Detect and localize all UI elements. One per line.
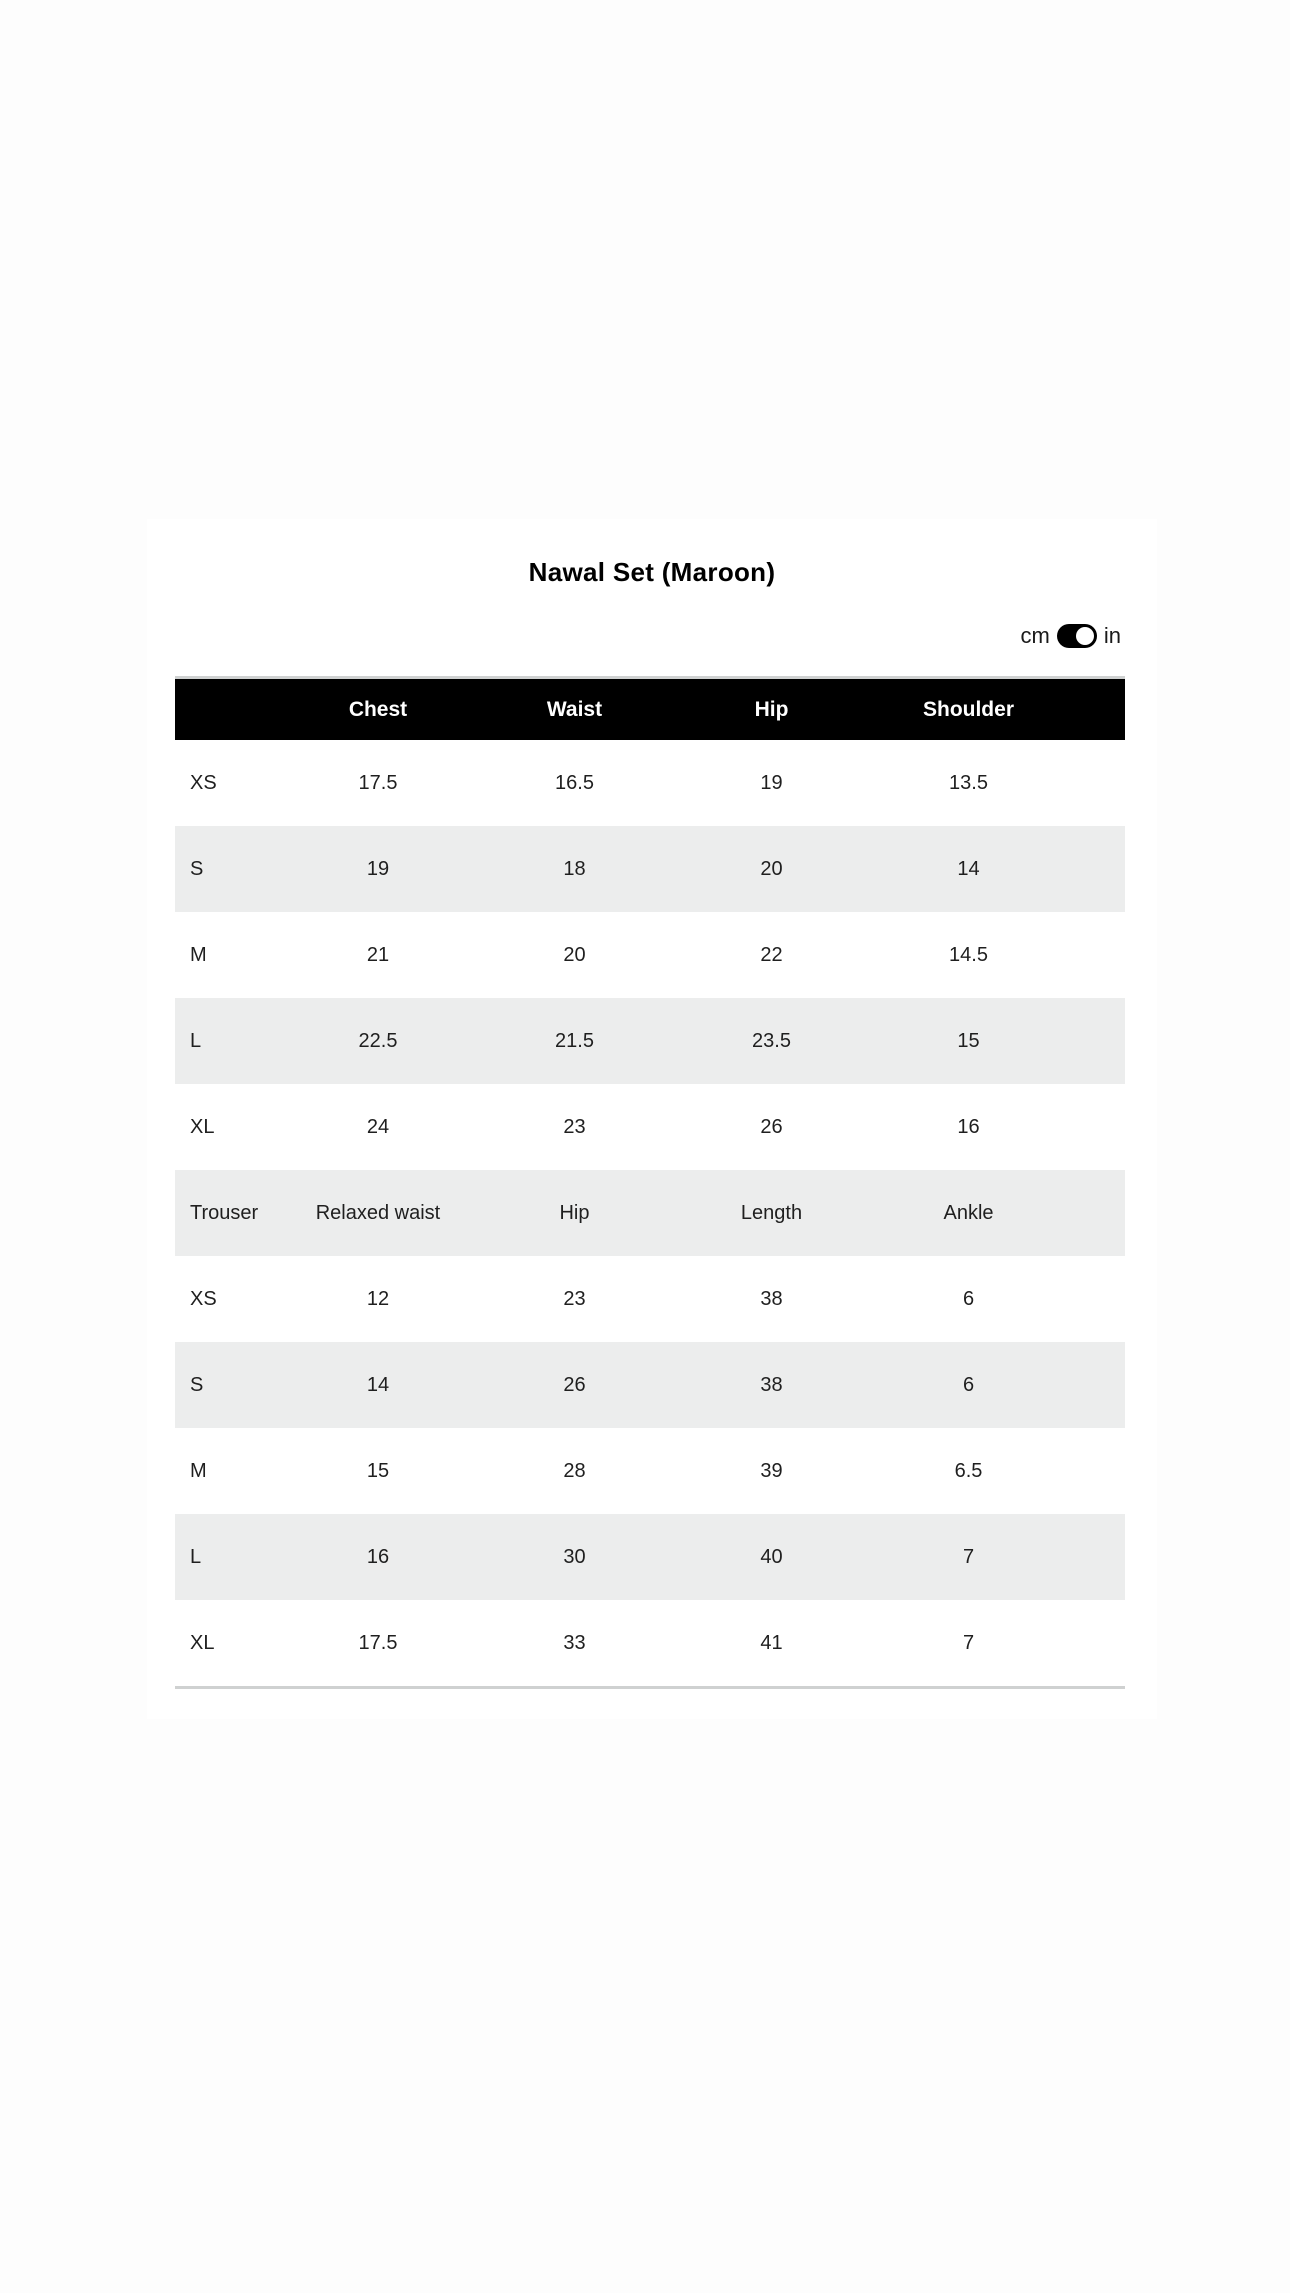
size-chart-modal bbox=[147, 519, 1157, 1719]
table-row bbox=[175, 1514, 1125, 1600]
table-cell-spacer bbox=[1067, 1428, 1125, 1514]
table-cell: 16 bbox=[366, 1545, 390, 1568]
table-row-trouser-header bbox=[175, 1170, 1125, 1256]
row-label: XS bbox=[190, 771, 217, 794]
table-cell-spacer bbox=[1067, 740, 1125, 826]
table-cell: 14 bbox=[366, 1373, 390, 1396]
table-cell: Ankle bbox=[943, 1201, 994, 1224]
table-cell: 23 bbox=[563, 1287, 586, 1310]
table-cell: 26 bbox=[563, 1373, 586, 1396]
table-cell: 6.5 bbox=[954, 1459, 983, 1482]
table-header-row bbox=[175, 679, 1125, 740]
table-cell: 6 bbox=[962, 1373, 975, 1396]
table-row bbox=[175, 998, 1125, 1084]
row-label: L bbox=[190, 1545, 202, 1568]
table-cell: 17.5 bbox=[358, 771, 398, 794]
table-cell-spacer bbox=[1067, 826, 1125, 912]
table-cell: 22 bbox=[760, 943, 783, 966]
table-cell: 15 bbox=[366, 1459, 390, 1482]
unit-cm-label[interactable]: cm bbox=[1020, 623, 1050, 648]
size-chart-title: Nawal Set (Maroon) bbox=[528, 557, 776, 587]
unit-toggle[interactable] bbox=[1021, 623, 1121, 649]
table-cell: 26 bbox=[760, 1115, 783, 1138]
table-cell-spacer bbox=[1067, 1084, 1125, 1170]
row-label: XL bbox=[190, 1631, 215, 1654]
table-cell: 18 bbox=[563, 857, 586, 880]
header-cell-shoulder: Shoulder bbox=[870, 679, 1067, 740]
header-cell-spacer bbox=[1067, 679, 1125, 740]
table-cell: 19 bbox=[760, 771, 783, 794]
table-cell: 23.5 bbox=[752, 1029, 791, 1052]
unit-switch-knob bbox=[1076, 627, 1094, 645]
table-row bbox=[175, 912, 1125, 998]
table-cell: 14.5 bbox=[949, 943, 988, 966]
table-cell: 7 bbox=[962, 1545, 975, 1568]
table-row bbox=[175, 826, 1125, 912]
table-cell: 30 bbox=[563, 1545, 586, 1568]
table-cell-spacer bbox=[1067, 912, 1125, 998]
table-cell: 40 bbox=[760, 1545, 783, 1568]
table-cell: 28 bbox=[563, 1459, 586, 1482]
table-cell: 38 bbox=[760, 1287, 783, 1310]
table-cell: 19 bbox=[366, 857, 390, 880]
table-cell: 22.5 bbox=[358, 1029, 398, 1052]
unit-in-label[interactable]: in bbox=[1103, 623, 1121, 648]
table-cell-spacer bbox=[1067, 998, 1125, 1084]
table-cell: 23 bbox=[563, 1115, 586, 1138]
table-cell: 13.5 bbox=[949, 771, 988, 794]
table-cell: 24 bbox=[366, 1115, 390, 1138]
table-cell: Relaxed waist bbox=[315, 1201, 441, 1224]
table-cell: 20 bbox=[563, 943, 586, 966]
header-cell-hip: Hip bbox=[673, 679, 870, 740]
table-cell: 20 bbox=[760, 857, 783, 880]
table-row bbox=[175, 740, 1125, 826]
table-cell: 15 bbox=[957, 1029, 980, 1052]
table-body bbox=[175, 740, 1125, 1686]
table-cell: 12 bbox=[366, 1287, 390, 1310]
table-cell: 14 bbox=[957, 857, 980, 880]
table-cell: 7 bbox=[962, 1631, 975, 1654]
table-cell: 21 bbox=[366, 943, 390, 966]
table-cell: 39 bbox=[760, 1459, 783, 1482]
size-table bbox=[175, 679, 1125, 1686]
row-label: L bbox=[190, 1029, 202, 1052]
row-label: S bbox=[190, 857, 204, 880]
header-cell-size bbox=[175, 679, 280, 740]
table-cell: 16 bbox=[957, 1115, 980, 1138]
row-label: M bbox=[190, 943, 207, 966]
table-cell: 16.5 bbox=[555, 771, 594, 794]
table-row bbox=[175, 1256, 1125, 1342]
table-cell: 21.5 bbox=[555, 1029, 594, 1052]
row-label: Trouser bbox=[190, 1201, 259, 1224]
table-cell-spacer bbox=[1067, 1256, 1125, 1342]
unit-switch[interactable] bbox=[1057, 624, 1097, 648]
table-cell-spacer bbox=[1067, 1514, 1125, 1600]
row-label: M bbox=[190, 1459, 207, 1482]
table-cell: Length bbox=[740, 1201, 803, 1224]
row-label: XL bbox=[190, 1115, 215, 1138]
table-cell: 17.5 bbox=[358, 1631, 398, 1654]
table-cell-spacer bbox=[1067, 1170, 1125, 1256]
table-cell: 6 bbox=[962, 1287, 975, 1310]
table-cell: Hip bbox=[559, 1201, 590, 1224]
table-cell: 33 bbox=[563, 1631, 586, 1654]
table-cell-spacer bbox=[1067, 1600, 1125, 1686]
table-cell-spacer bbox=[1067, 1342, 1125, 1428]
row-label: XS bbox=[190, 1287, 217, 1310]
table-row bbox=[175, 1428, 1125, 1514]
header-cell-chest: Chest bbox=[280, 679, 476, 740]
size-table-container bbox=[175, 676, 1125, 1689]
header-cell-waist: Waist bbox=[476, 679, 673, 740]
table-row bbox=[175, 1342, 1125, 1428]
table-row bbox=[175, 1600, 1125, 1686]
table-cell: 41 bbox=[760, 1631, 783, 1654]
table-row bbox=[175, 1084, 1125, 1170]
table-cell: 38 bbox=[760, 1373, 783, 1396]
row-label: S bbox=[190, 1373, 204, 1396]
